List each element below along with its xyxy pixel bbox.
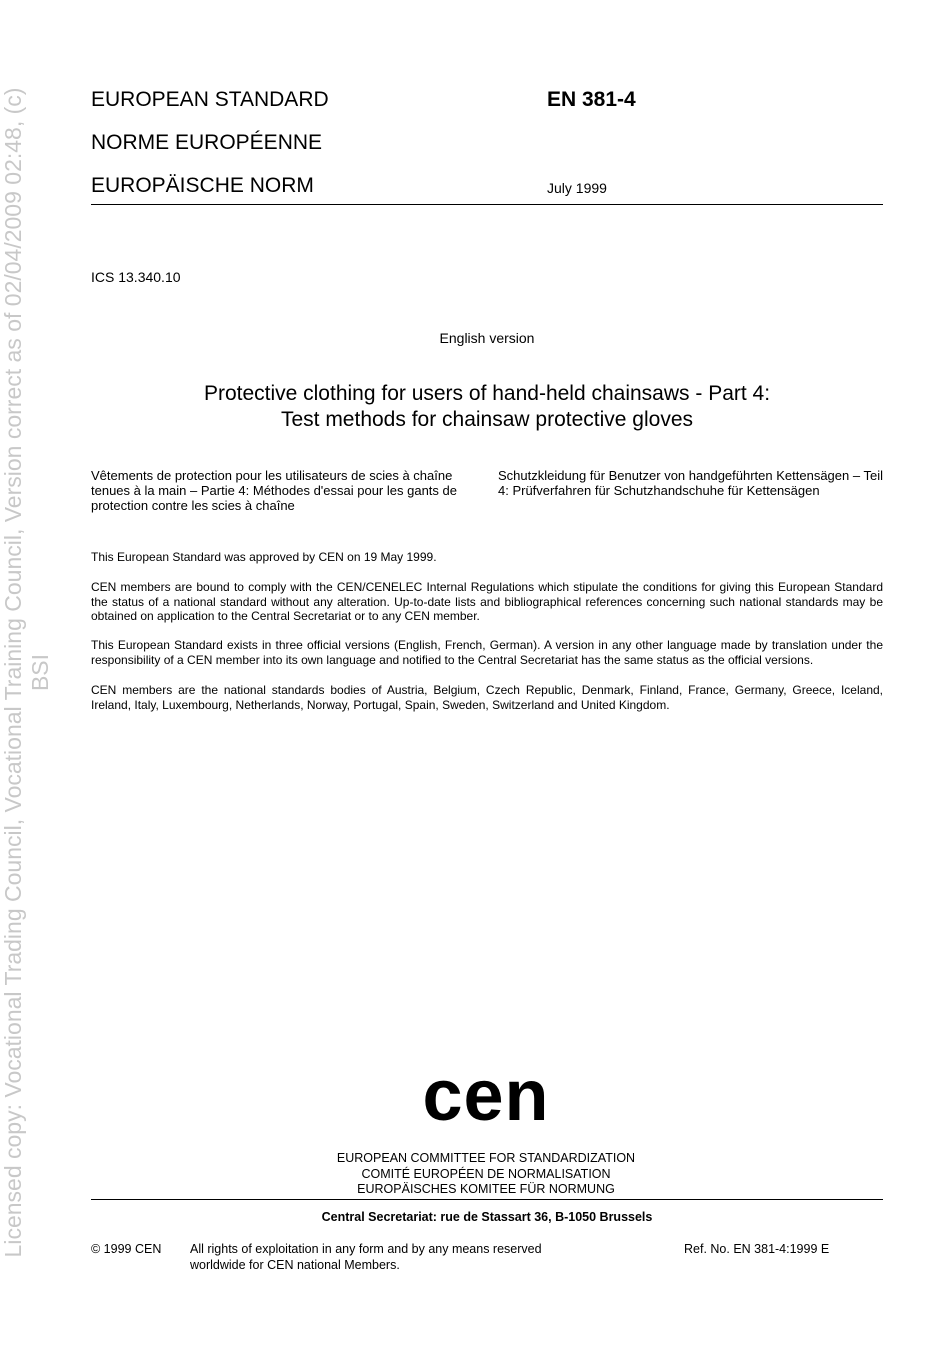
copyright: © 1999 CEN [91,1242,162,1256]
watermark-line-2: BSI [27,653,53,692]
version-label: English version [439,330,535,346]
rights-statement [190,1242,610,1273]
committee-de: EUROPÄISCHES KOMITEE FÜR NORMUNG [357,1182,615,1196]
cen-logo: cen [422,1056,550,1136]
german-title: Schutzkleidung für Benutzer von handgeführten Kettensägen – Teil 4: Prüfverfahren für Schutzhandschuhe für Kettensägen [498,468,883,498]
publication-date: July 1999 [547,180,607,196]
compliance-paragraph: CEN members are bound to comply with the CEN/CENELEC Internal Regulations which stipulate the conditions for giving this European Standard the status of a national standard without any alteration. Up-to-date lists and bibliographical references concerning such national standards may be obtained on application to the Central Secretariat or to any CEN member. [91,580,883,623]
committee-names [300,1151,672,1198]
title-line-1: Protective clothing for users of hand-held chainsaws - Part 4: [203,382,771,405]
reference-number: Ref. No. EN 381-4:1999 E [684,1242,830,1256]
header-divider [91,204,883,205]
rights-line-2: worldwide for CEN national Members. [190,1257,400,1272]
members-paragraph: CEN members are the national standards bodies of Austria, Belgium, Czech Republic, Denmark, Finland, France, Germany, Greece, Iceland, Ireland, Italy, Luxembourg, Netherlands, Norway, Portugal, Spain, Sweden, Switzerland and United Kingdom. [91,683,883,712]
header-title-de: EUROPÄISCHE NORM [91,174,314,197]
header-title-fr: NORME EUROPÉENNE [91,131,323,154]
committee-en: EUROPEAN COMMITTEE FOR STANDARDIZATION [336,1151,636,1165]
title-line-2: Test methods for chainsaw protective gloves [280,408,694,431]
french-title: Vêtements de protection pour les utilisateurs de scies à chaîne tenues à la main – Partie 4: Méthodes d'essai pour les gants de protection contre les scies à chaîne [91,468,457,513]
versions-paragraph: This European Standard exists in three official versions (English, French, German). A version in any other language made by translation under the responsibility of a CEN member into its own language and notified to the Central Secretariat has the same status as the official versions. [91,638,883,667]
rights-line-1: All rights of exploitation in any form and by any means reserved [190,1242,542,1256]
header-title-en: EUROPEAN STANDARD [91,88,329,111]
document-title [91,381,883,433]
footer-divider [91,1199,883,1200]
watermark-line-1: Licensed copy: Vocational Trading Council, Vocational Training Council, Version correct as of 02/04/2009 02:48, (c) [0,87,26,1258]
central-secretariat: Central Secretariat: rue de Stassart 36, B-1050 Brussels [321,1210,653,1224]
license-watermark [0,0,60,1345]
ics-code: ICS 13.340.10 [91,269,181,285]
committee-fr: COMITÉ EUROPÉEN DE NORMALISATION [361,1166,611,1181]
standard-number: EN 381-4 [547,88,636,111]
approval-paragraph: This European Standard was approved by CEN on 19 May 1999. [91,550,437,564]
